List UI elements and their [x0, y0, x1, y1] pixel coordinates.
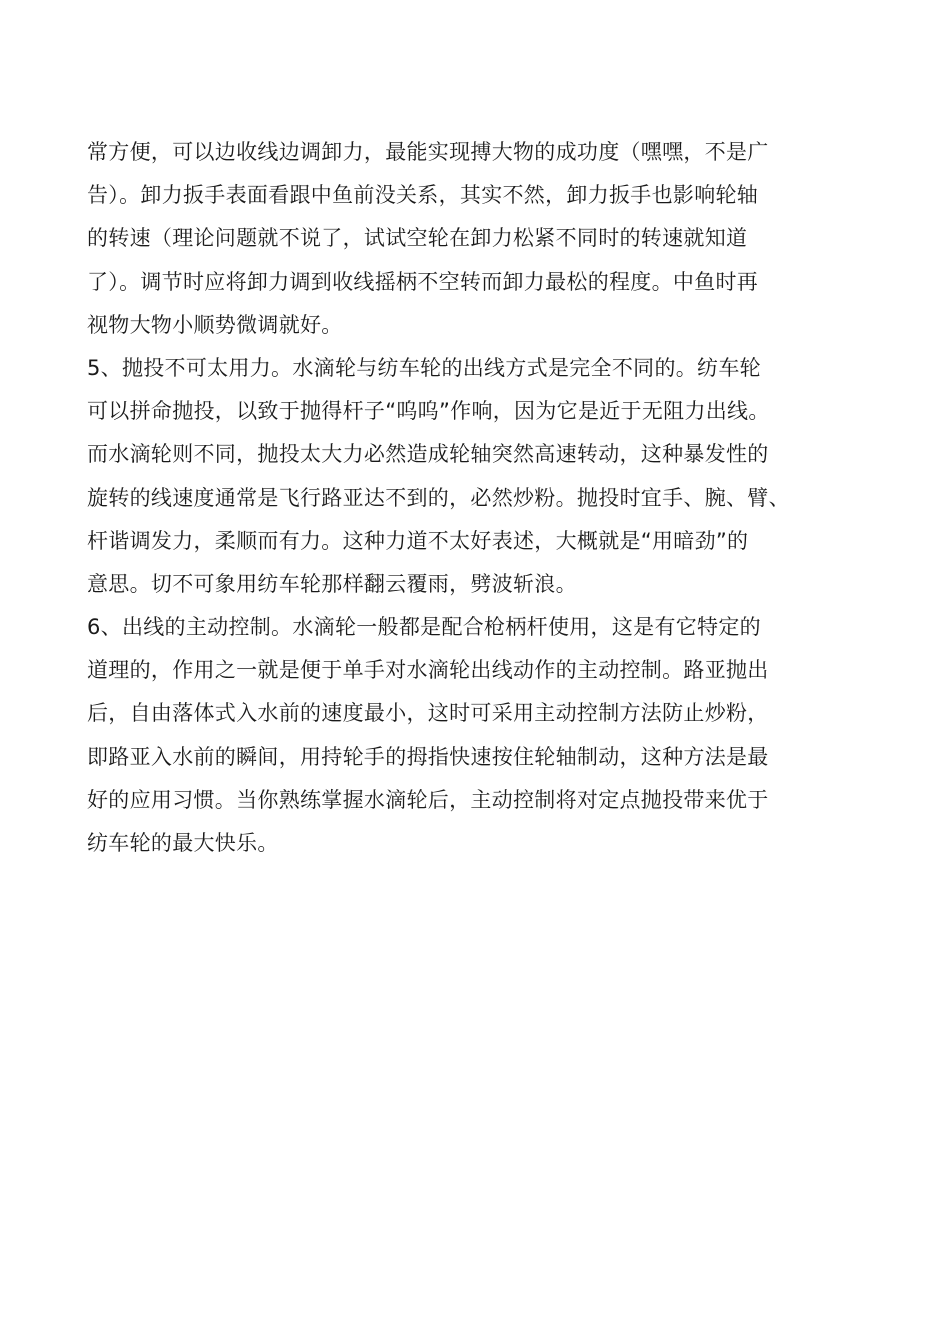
text-line: 旋转的线速度通常是飞行路亚达不到的，必然炒粉。抛投时宜手、腕、臂、: [87, 485, 790, 510]
text-line: 告）。卸力扳手表面看跟中鱼前没关系，其实不然，卸力扳手也影响轮轴: [87, 183, 759, 208]
body-text: [87, 131, 887, 865]
text-line: 意思。切不可象用纺车轮那样翻云覆雨，劈波斩浪。: [87, 571, 577, 596]
text-line: 杆谐调发力，柔顺而有力。这种力道不太好表述，大概就是“用暗劲”的: [87, 528, 749, 553]
text-line: 6、出线的主动控制。水滴轮一般都是配合枪柄杆使用，这是有它特定的: [87, 615, 761, 640]
text-line: 5、抛投不可太用力。水滴轮与纺车轮的出线方式是完全不同的。纺车轮: [87, 355, 761, 380]
text-line: 了）。调节时应将卸力调到收线摇柄不空转而卸力最松的程度。中鱼时再: [87, 269, 759, 294]
text-line: 道理的，作用之一就是便于单手对水滴轮出线动作的主动控制。路亚抛出: [87, 658, 769, 683]
text-line: 的转速（理论问题就不说了，试试空轮在卸力松紧不同时的转速就知道: [87, 226, 748, 251]
text-line: 后，自由落体式入水前的速度最小，这时可采用主动控制方法防止炒粉，: [87, 701, 769, 726]
text-line: 即路亚入水前的瞬间，用持轮手的拇指快速按住轮轴制动，这种方法是最: [87, 744, 769, 769]
text-line: 而水滴轮则不同，抛投太大力必然造成轮轴突然高速转动，这种暴发性的: [87, 442, 769, 467]
text-line: 好的应用习惯。当你熟练掌握水滴轮后，主动控制将对定点抛投带来优于: [87, 787, 769, 812]
text-line: 可以拼命抛投，以致于抛得杆子“呜呜”作响，因为它是近于无阻力出线。: [87, 399, 770, 424]
text-line: 常方便，可以边收线边调卸力，最能实现搏大物的成功度（嘿嘿，不是广: [87, 140, 769, 164]
text-line: 纺车轮的最大快乐。: [87, 831, 279, 855]
text-line: 视物大物小顺势微调就好。: [87, 312, 343, 337]
